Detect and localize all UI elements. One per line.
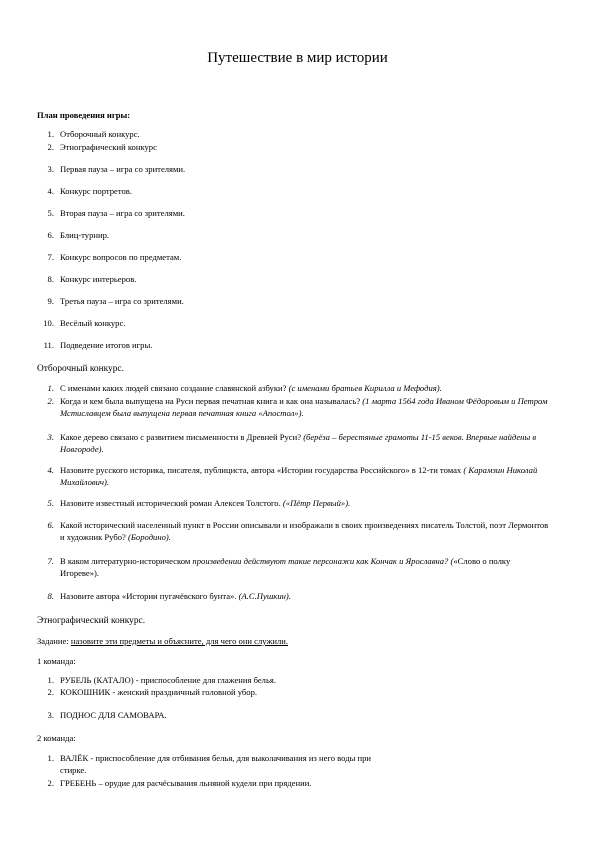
- team1-label: 1 команда:: [37, 656, 76, 666]
- task-line: Задание: назовите эти предметы и объясните, для чего они служили.: [37, 636, 289, 646]
- plan-heading: План проведения игры:: [37, 110, 131, 120]
- qualifier-heading: Отборочный конкурс.: [37, 364, 124, 374]
- ethno-heading: Этнографический конкурс.: [37, 616, 146, 626]
- page-title: Путешествие в мир истории: [207, 50, 388, 66]
- team2-label: 2 команда:: [37, 733, 76, 743]
